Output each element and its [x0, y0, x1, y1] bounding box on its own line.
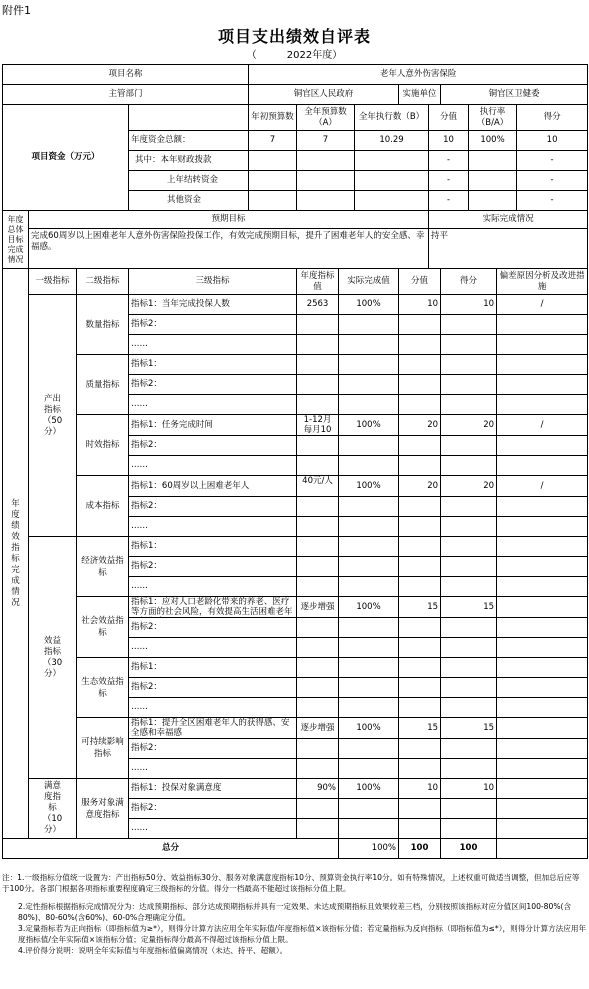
annual-value [297, 537, 339, 557]
reason [497, 517, 588, 537]
level3-indicator [129, 315, 297, 335]
level3-indicator [129, 375, 297, 395]
level3-indicator [129, 577, 297, 597]
level3-text: 指标1：应对人口老龄化带来的养老、医疗等方面的社会风险，有效提高生活困难老年 [131, 597, 293, 617]
note-4: 4.评价得分说明：说明全年实际值与年度指标值偏离情况（未达、持平、超额）。 [18, 946, 288, 955]
impl-label: 实施单位 [399, 85, 441, 105]
reason [497, 395, 588, 415]
funds-full: 7 [297, 131, 355, 151]
level3-indicator [129, 597, 297, 618]
reason [497, 335, 588, 355]
level3-text: 指标2： [131, 319, 162, 329]
annual-value [297, 618, 339, 638]
total-value: 100 [399, 839, 441, 859]
actual-value [339, 517, 399, 537]
reason [497, 819, 588, 839]
score-value [399, 759, 441, 779]
indicators-side-label: 年度绩效指标完成情况 [3, 269, 29, 839]
funds-initial: 7 [249, 131, 297, 151]
actual-value [339, 638, 399, 658]
score: 15 [441, 597, 497, 618]
level3-text: 指标2： [131, 803, 162, 813]
score [441, 819, 497, 839]
reason [497, 658, 588, 678]
level3-text: 指标2： [131, 682, 162, 692]
h-score-value: 分值 [399, 269, 441, 295]
reason [497, 779, 588, 799]
total-actual: 100% [339, 839, 399, 859]
score-value [399, 456, 441, 476]
actual-value [339, 355, 399, 375]
actual-value [339, 436, 399, 456]
score-value: 15 [399, 597, 441, 618]
reason: / [497, 476, 588, 497]
score [441, 678, 497, 698]
funds-label: 项目资金（万元） [3, 105, 129, 211]
score: 15 [441, 718, 497, 739]
annual-value [297, 456, 339, 476]
score [441, 456, 497, 476]
actual-value [339, 537, 399, 557]
total-label: 总分 [3, 839, 339, 859]
funds-exec [355, 191, 429, 211]
funds-row-label: 上年结转资金 [129, 171, 249, 191]
funds-exec [355, 171, 429, 191]
funds-rate: 100% [469, 131, 517, 151]
score [441, 658, 497, 678]
score-value [399, 537, 441, 557]
annual-value [297, 517, 339, 537]
score [441, 557, 497, 577]
annual-value [297, 799, 339, 819]
actual-value: 100% [339, 597, 399, 618]
level3-text: …… [131, 763, 148, 773]
score-value [399, 497, 441, 517]
actual-value: 100% [339, 476, 399, 497]
level3-indicator [129, 658, 297, 678]
level3-indicator [129, 517, 297, 537]
actual-value [339, 618, 399, 638]
annual-text: 90% [317, 783, 337, 793]
annual-value [297, 698, 339, 718]
reason [497, 456, 588, 476]
reason [497, 557, 588, 577]
annual-value [297, 436, 339, 456]
annual-text: 1-12月 每月10 [303, 415, 332, 435]
level3-text: …… [131, 460, 148, 470]
level2-indicator: 成本指标 [77, 476, 129, 537]
score [441, 618, 497, 638]
funds-row-label: 其他资金 [129, 191, 249, 211]
score: 10 [441, 295, 497, 315]
score-value [399, 819, 441, 839]
funds-row-label: 年度资金总额： [129, 131, 249, 151]
annual-value [297, 557, 339, 577]
score [441, 375, 497, 395]
score-value [399, 739, 441, 759]
score [441, 497, 497, 517]
expected-header: 预期目标 [29, 211, 429, 229]
level3-indicator [129, 799, 297, 819]
reason [497, 618, 588, 638]
annual-value [297, 779, 339, 799]
funds-initial [249, 191, 297, 211]
actual-header: 实际完成情况 [429, 211, 588, 229]
score-value [399, 517, 441, 537]
h-level3: 三级指标 [129, 269, 297, 295]
score [441, 436, 497, 456]
h-level2: 二级指标 [77, 269, 129, 295]
level3-text: …… [131, 339, 148, 349]
level3-indicator [129, 779, 297, 799]
reason [497, 698, 588, 718]
note-1: 注：1.一级指标分值统一设置为：产出指标50分、效益指标30分、服务对象满意度指标10分、预算资金执行率10分。如有特殊情况，上述权重可做适当调整，但加总后应等于100分。各部门根据各项指标重要程度确定三级指标的分值。得分一档最高不能超过该指标分值上限。 [2, 873, 580, 893]
level2-indicator: 社会效益指标 [77, 597, 129, 658]
annual-value [297, 718, 339, 739]
funds-score-value: - [429, 171, 469, 191]
h-annual: 年度指标值 [297, 269, 339, 295]
score [441, 395, 497, 415]
level3-indicator [129, 819, 297, 839]
level3-text: 指标1： [131, 541, 162, 551]
level1-indicator: 满意度指标（10分） [29, 779, 77, 839]
expected-text: 完成60周岁以上困难老年人意外伤害保险投保工作，有效完成预期目标，提升了困难老年人的安全感、幸福感。 [29, 229, 429, 269]
h-reason: 偏差原因分析及改进措施 [497, 269, 588, 295]
total-reason [497, 839, 588, 859]
annual-value [297, 415, 339, 436]
level1-indicator: 产出指标（50分） [29, 295, 77, 537]
level3-text: 指标1：提升全区困难老年人的获得感、安全感和幸福感 [131, 718, 290, 738]
level2-indicator: 可持续影响指标 [77, 718, 129, 779]
level3-text: …… [131, 521, 148, 531]
reason [497, 678, 588, 698]
level3-indicator [129, 718, 297, 739]
reason [497, 577, 588, 597]
h-actual: 实际完成值 [339, 269, 399, 295]
actual-value [339, 456, 399, 476]
annual-value [297, 658, 339, 678]
funds-exec: 10.29 [355, 131, 429, 151]
actual-value: 100% [339, 415, 399, 436]
funds-score-value: - [429, 191, 469, 211]
col-initial-budget: 年初预算数 [249, 105, 297, 131]
score [441, 638, 497, 658]
annual-text: 逐步增强 [300, 722, 335, 733]
level3-indicator [129, 638, 297, 658]
score [441, 577, 497, 597]
score: 10 [441, 779, 497, 799]
level3-indicator [129, 759, 297, 779]
level3-text: 指标1：当年完成投保人数 [131, 299, 230, 309]
level3-indicator [129, 678, 297, 698]
actual-value: 100% [339, 718, 399, 739]
score [441, 739, 497, 759]
annual-value [297, 759, 339, 779]
annual-value [297, 819, 339, 839]
reason: / [497, 415, 588, 436]
score-value: 20 [399, 415, 441, 436]
level2-indicator: 经济效益指标 [77, 537, 129, 597]
level3-indicator [129, 395, 297, 415]
score-value [399, 799, 441, 819]
score-value [399, 698, 441, 718]
annual-text: 逐步增强 [300, 601, 335, 612]
col-full-budget: 全年预算数（A） [297, 105, 355, 131]
col-rate: 执行率（B/A） [469, 105, 517, 131]
score-value [399, 436, 441, 456]
page-title: 项目支出绩效自评表 [217, 27, 371, 46]
reason [497, 497, 588, 517]
funds-blank-header [129, 105, 249, 131]
level3-indicator [129, 436, 297, 456]
level3-text: 指标2： [131, 501, 162, 511]
level3-text: …… [131, 399, 148, 409]
score [441, 335, 497, 355]
annual-value [297, 577, 339, 597]
annual-value [297, 678, 339, 698]
actual-value: 100% [339, 295, 399, 315]
reason [497, 355, 588, 375]
reason: / [497, 295, 588, 315]
annual-value [297, 395, 339, 415]
reason [497, 436, 588, 456]
score-value [399, 557, 441, 577]
level3-indicator [129, 739, 297, 759]
reason [497, 315, 588, 335]
note-2: 2.定性指标根据指标完成情况分为：达成预期指标、部分达成预期指标并具有一定效果、未达成预期指标且效果较差三档，分别按照该指标对应分值区间100-80%(含80%)、80-60%(含60%)、60-0%合理确定分值。 [18, 902, 572, 922]
level3-text: …… [131, 642, 148, 652]
level3-indicator [129, 335, 297, 355]
funds-full [297, 151, 355, 171]
level3-indicator [129, 456, 297, 476]
goals-label: 年度总体目标完成情况 [3, 211, 29, 269]
actual-value [339, 315, 399, 335]
dept-value: 铜官区人民政府 [249, 85, 399, 105]
funds-rate [469, 151, 517, 171]
level3-indicator [129, 355, 297, 375]
level3-text: 指标2： [131, 743, 162, 753]
col-score: 得分 [517, 105, 588, 131]
actual-value [339, 375, 399, 395]
score-value: 10 [399, 779, 441, 799]
year-text: 2022年度） [286, 50, 343, 61]
funds-rate [469, 171, 517, 191]
reason [497, 597, 588, 618]
level3-indicator [129, 618, 297, 638]
level3-text: …… [131, 702, 148, 712]
project-name-value: 老年人意外伤害保险 [249, 65, 588, 85]
funds-rate [469, 191, 517, 211]
level3-text: 指标2： [131, 561, 162, 571]
annual-value [297, 638, 339, 658]
impl-value: 铜官区卫健委 [441, 85, 588, 105]
funds-score-value: - [429, 151, 469, 171]
self-evaluation-table [2, 64, 588, 859]
score: 20 [441, 415, 497, 436]
funds-score: - [517, 151, 588, 171]
year-open-paren: （ [246, 50, 257, 61]
attachment-label: 附件1 [2, 4, 31, 17]
score-value [399, 335, 441, 355]
level3-text: …… [131, 823, 148, 833]
col-score-value: 分值 [429, 105, 469, 131]
annual-text: 2563 [306, 299, 329, 309]
annual-text: 40元/人 [302, 476, 333, 486]
annual-value [297, 375, 339, 395]
level3-indicator [129, 497, 297, 517]
note-3: 3.定量指标若为正向指标（即指标值为≥*），则得分计算方法应用全年实际值/年度指标值×该指标分值；若定量指标为反向指标（即指标值为≤*），则得分计算方法应用年度指标值/全年实际值×该指标分值；定量指标得分最高不得超过该指标分值上限。 [18, 924, 587, 944]
reason [497, 638, 588, 658]
funds-full [297, 191, 355, 211]
score [441, 517, 497, 537]
reason [497, 759, 588, 779]
col-exec: 全年执行数（B） [355, 105, 429, 131]
score-value [399, 355, 441, 375]
level3-text: 指标2： [131, 440, 162, 450]
funds-score: - [517, 171, 588, 191]
actual-value: 100% [339, 779, 399, 799]
score [441, 698, 497, 718]
annual-value [297, 476, 339, 497]
score-value [399, 577, 441, 597]
annual-value [297, 295, 339, 315]
funds-initial [249, 171, 297, 191]
level3-text: 指标1：60周岁以上困难老年人 [131, 480, 250, 491]
actual-value [339, 395, 399, 415]
project-name-label: 项目名称 [3, 65, 249, 85]
score-value: 20 [399, 476, 441, 497]
funds-score-value: 10 [429, 131, 469, 151]
actual-value [339, 819, 399, 839]
actual-value [339, 497, 399, 517]
score-value [399, 375, 441, 395]
score-value [399, 678, 441, 698]
reason [497, 739, 588, 759]
year-label [0, 46, 589, 61]
level3-indicator [129, 557, 297, 577]
score [441, 537, 497, 557]
funds-score: 10 [517, 131, 588, 151]
score-value [399, 618, 441, 638]
notes-section [2, 872, 587, 956]
actual-text: 持平 [429, 229, 588, 269]
reason [497, 537, 588, 557]
annual-value [297, 497, 339, 517]
annual-value [297, 597, 339, 618]
funds-row-label: 其中：本年财政拨款 [129, 151, 249, 171]
score-value [399, 658, 441, 678]
h-score: 得分 [441, 269, 497, 295]
funds-exec [355, 151, 429, 171]
level3-text: 指标1： [131, 359, 162, 369]
actual-value [339, 698, 399, 718]
reason [497, 375, 588, 395]
level2-indicator: 服务对象满意度指标 [77, 779, 129, 839]
level3-text: 指标2： [131, 622, 162, 632]
score: 20 [441, 476, 497, 497]
level3-indicator [129, 537, 297, 557]
annual-value [297, 315, 339, 335]
annual-value [297, 335, 339, 355]
actual-value [339, 557, 399, 577]
total-score: 100 [441, 839, 497, 859]
reason [497, 799, 588, 819]
score-value [399, 638, 441, 658]
score-value: 15 [399, 718, 441, 739]
score-value: 10 [399, 295, 441, 315]
actual-value [339, 335, 399, 355]
level2-indicator: 质量指标 [77, 355, 129, 415]
score [441, 799, 497, 819]
level3-indicator [129, 698, 297, 718]
level1-indicator: 效益指标（30分） [29, 537, 77, 779]
actual-value [339, 799, 399, 819]
level2-indicator: 生态效益指标 [77, 658, 129, 718]
annual-value [297, 355, 339, 375]
dept-label: 主管部门 [3, 85, 249, 105]
level3-indicator [129, 476, 297, 497]
annual-value [297, 739, 339, 759]
actual-value [339, 577, 399, 597]
score [441, 355, 497, 375]
level3-text: …… [131, 581, 148, 591]
score-value [399, 395, 441, 415]
level3-indicator [129, 295, 297, 315]
level2-indicator: 时效指标 [77, 415, 129, 476]
score [441, 315, 497, 335]
level3-text: 指标2： [131, 379, 162, 389]
level3-text: 指标1：投保对象满意度 [131, 783, 222, 793]
level2-indicator: 数量指标 [77, 295, 129, 355]
reason [497, 718, 588, 739]
funds-initial [249, 151, 297, 171]
funds-full [297, 171, 355, 191]
score-value [399, 315, 441, 335]
level3-indicator [129, 415, 297, 436]
h-level1: 一级指标 [29, 269, 77, 295]
actual-value [339, 759, 399, 779]
funds-score: - [517, 191, 588, 211]
level3-text: 指标1： [131, 662, 162, 672]
actual-value [339, 658, 399, 678]
level3-text: 指标1：任务完成时间 [131, 419, 213, 430]
score [441, 759, 497, 779]
actual-value [339, 739, 399, 759]
actual-value [339, 678, 399, 698]
